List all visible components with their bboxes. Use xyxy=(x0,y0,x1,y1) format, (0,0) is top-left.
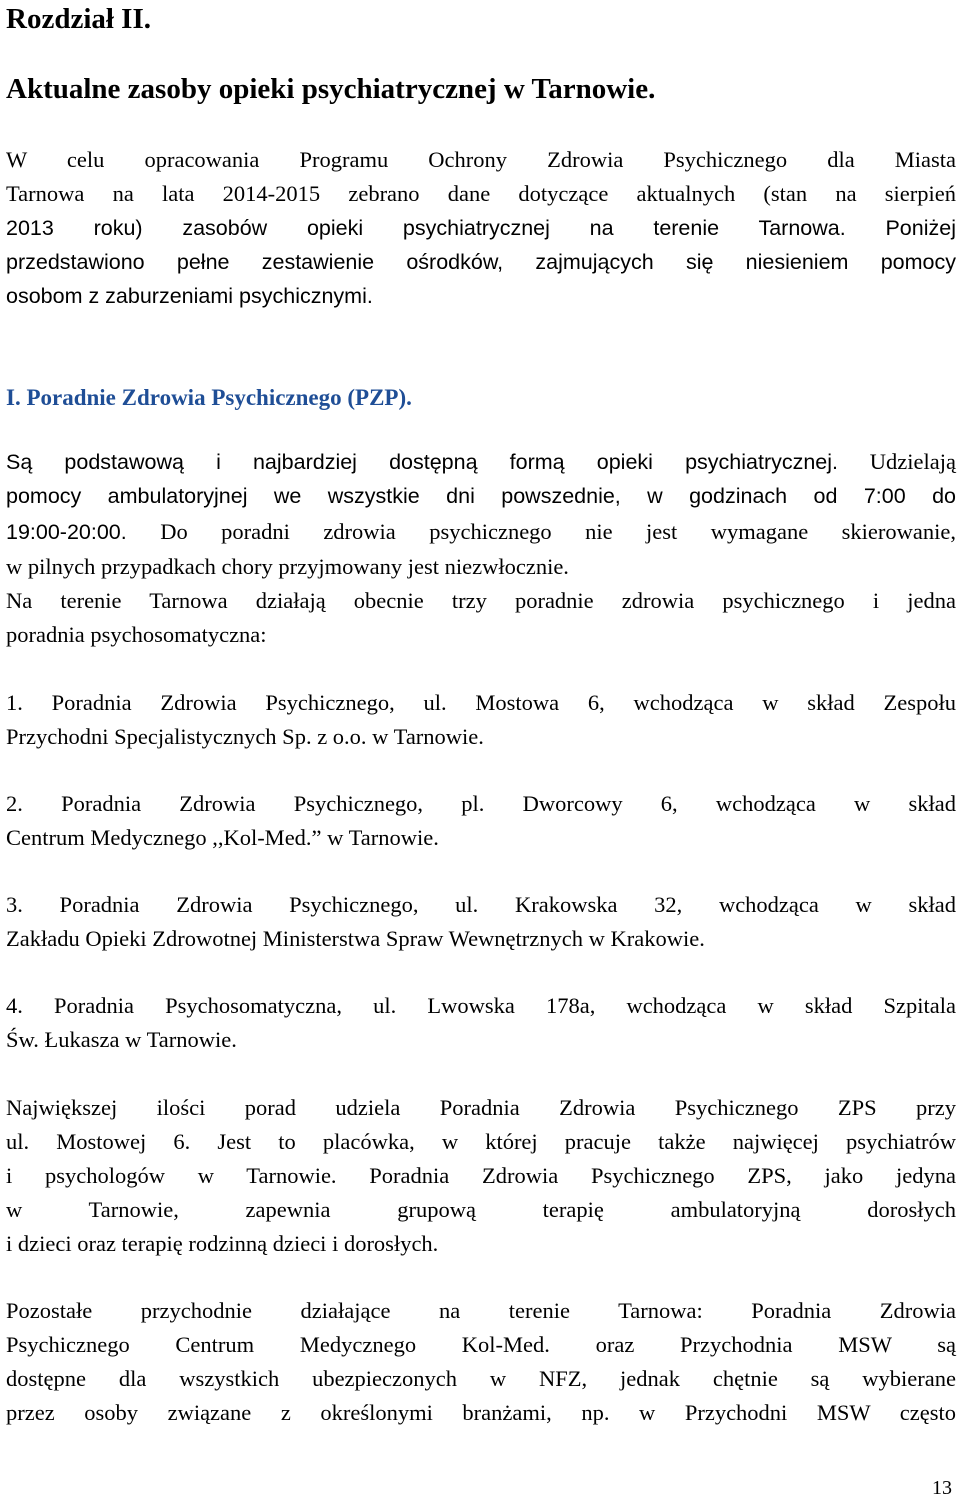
other-line-3: dostępne dla wszystkich ubezpieczonych w NFZ, jednak chętnie są wybierane xyxy=(6,1366,956,1391)
clinic-1-line-1: 1. Poradnia Zdrowia Psychicznego, ul. Mostowa 6, wchodząca w skład Zespołu xyxy=(6,690,956,715)
pzp-line-2: pomocy ambulatoryjnej we wszystkie dni powszednie, w godzinach od 7:00 do xyxy=(6,484,956,508)
pzp-line-3 xyxy=(6,521,956,544)
largest-line-2: ul. Mostowej 6. Jest to placówka, w której pracuje także najwięcej psychiatrów xyxy=(6,1129,956,1154)
page-number: 13 xyxy=(932,1477,952,1499)
intro-line-5: osobom z zaburzeniami psychicznymi. xyxy=(6,284,373,308)
intro-line-4: przedstawiono pełne zestawienie ośrodków, zajmujących się niesieniem pomocy xyxy=(6,250,956,274)
pzp-line-3-part-b: Do poradni zdrowia psychicznego nie jest wymagane skierowanie, xyxy=(126,519,956,544)
clinic-3-line-1: 3. Poradnia Zdrowia Psychicznego, ul. Krakowska 32, wchodząca w skład xyxy=(6,892,956,917)
other-line-2: Psychicznego Centrum Medycznego Kol-Med. oraz Przychodnia MSW są xyxy=(6,1332,956,1357)
intro-line-3-part-a: 2013 roku) zasobów opieki psychiatrycznej na terenie Tarnowa. xyxy=(6,216,846,240)
other-line-1: Pozostałe przychodnie działające na terenie Tarnowa: Poradnia Zdrowia xyxy=(6,1298,956,1323)
page-title: Aktualne zasoby opieki psychiatrycznej w Tarnowie. xyxy=(6,73,656,105)
pzp-line-5: Na terenie Tarnowa działają obecnie trzy poradnie zdrowia psychicznego i jedna xyxy=(6,588,956,613)
pzp-line-1-part-a: Są podstawową i najbardziej dostępną formą opieki psychiatrycznej. xyxy=(6,450,839,474)
pzp-line-6: poradnia psychosomatyczna: xyxy=(6,622,267,647)
clinic-3-line-2: Zakładu Opieki Zdrowotnej Ministerstwa Spraw Wewnętrznych w Krakowie. xyxy=(6,926,705,951)
intro-line-2: Tarnowa na lata 2014-2015 zebrano dane dotyczące aktualnych (stan na sierpień xyxy=(6,181,956,206)
section-heading-pzp: I. Poradnie Zdrowia Psychicznego (PZP). xyxy=(6,385,412,410)
intro-line-3 xyxy=(6,217,956,240)
largest-line-3: i psychologów w Tarnowie. Poradnia Zdrowia Psychicznego ZPS, jako jedyna xyxy=(6,1163,956,1188)
pzp-line-4: w pilnych przypadkach chory przyjmowany jest niezwłocznie. xyxy=(6,554,569,579)
intro-line-3-part-b: Poniżej xyxy=(845,216,956,240)
pzp-line-1-part-b: Udzielają xyxy=(838,449,957,474)
clinic-2-line-1: 2. Poradnia Zdrowia Psychicznego, pl. Dworcowy 6, wchodząca w skład xyxy=(6,791,956,816)
clinic-4-line-2: Św. Łukasza w Tarnowie. xyxy=(6,1027,237,1052)
largest-line-5: i dzieci oraz terapię rodzinną dzieci i dorosłych. xyxy=(6,1231,439,1256)
clinic-2-line-2: Centrum Medycznego ,,Kol-Med.” w Tarnowie. xyxy=(6,825,439,850)
chapter-heading: Rozdział II. xyxy=(6,3,151,35)
largest-line-1: Największej ilości porad udziela Poradnia Zdrowia Psychicznego ZPS przy xyxy=(6,1095,956,1120)
intro-line-1: W celu opracowania Programu Ochrony Zdrowia Psychicznego dla Miasta xyxy=(6,147,956,172)
pzp-line-3-part-a: 19:00-20:00. xyxy=(6,520,127,544)
clinic-1-line-2: Przychodni Specjalistycznych Sp. z o.o. w Tarnowie. xyxy=(6,724,484,749)
clinic-4-line-1: 4. Poradnia Psychosomatyczna, ul. Lwowska 178a, wchodząca w skład Szpitala xyxy=(6,993,956,1018)
other-line-4: przez osoby związane z określonymi branżami, np. w Przychodni MSW często xyxy=(6,1400,956,1425)
pzp-line-1 xyxy=(6,451,956,474)
largest-line-4: w Tarnowie, zapewnia grupową terapię ambulatoryjną dorosłych xyxy=(6,1197,956,1222)
